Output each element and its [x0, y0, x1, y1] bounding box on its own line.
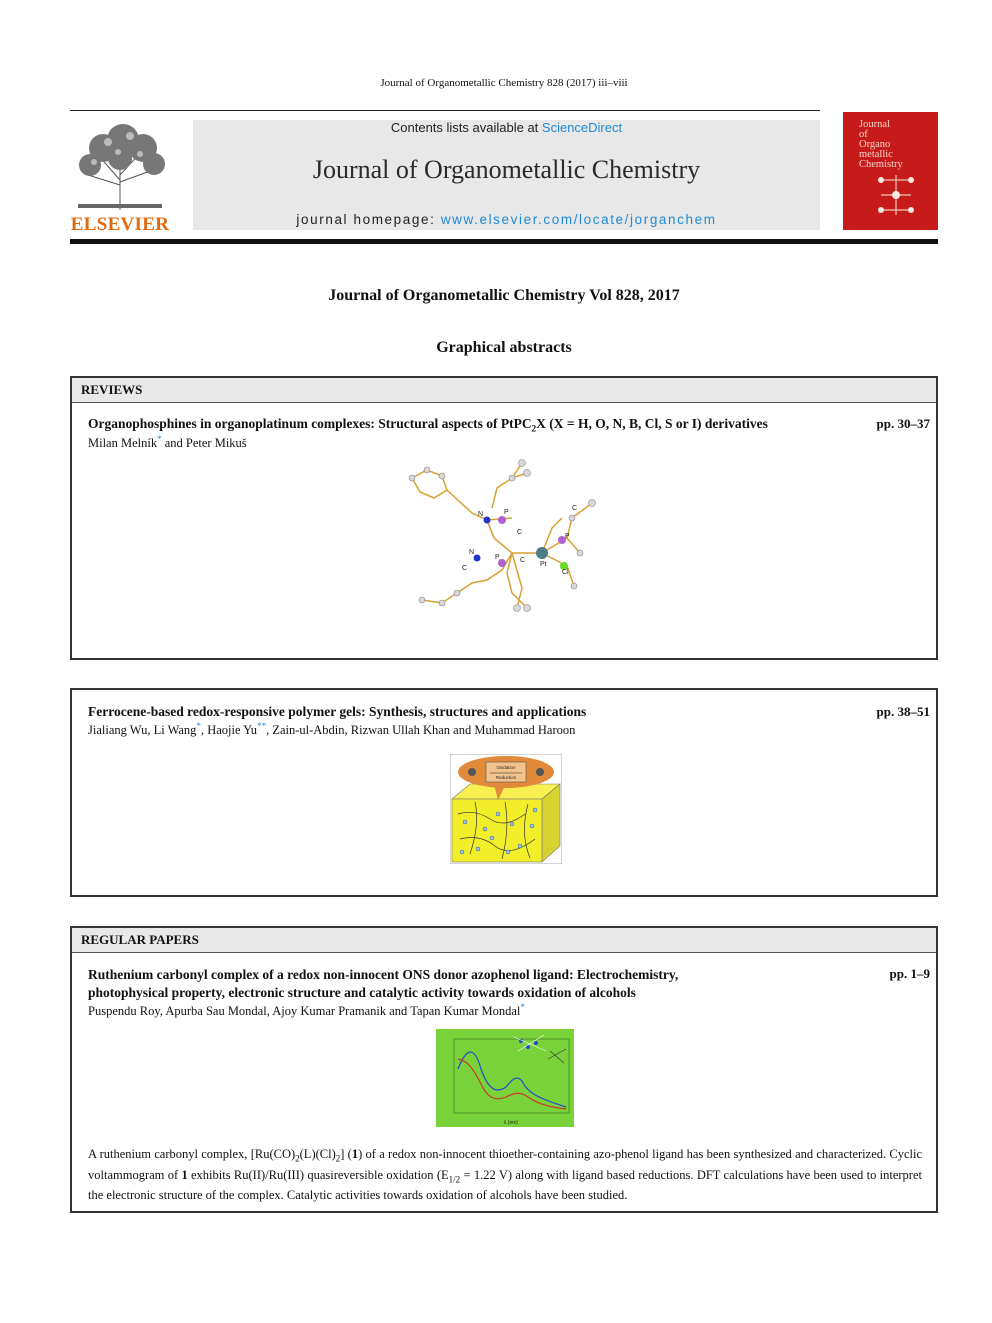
contents-prefix: Contents lists available at — [390, 120, 542, 135]
abstract-part: ) of a redox non-innocent thioether-containing azo-phenol ligand has been synthesized and characterized. Cyclic voltammogram of — [88, 1147, 923, 1182]
cover-title — [859, 120, 935, 170]
polymer-gel-figure — [450, 754, 562, 864]
compound-number: 1 — [181, 1167, 188, 1182]
author-name[interactable]: , Zain-ul-Abdin, Rizwan Ullah Khan and Muhammad Haroon — [266, 723, 576, 738]
abstract-subscript: 2 — [335, 1153, 341, 1164]
abstract-part: A ruthenium carbonyl complex, [Ru(CO) — [88, 1147, 296, 1161]
atom-label: Cl — [562, 569, 569, 576]
spectrum-x-label: λ (nm) — [503, 1120, 519, 1126]
article-pages: pp. 30–37 — [876, 416, 930, 431]
title-line: Ruthenium carbonyl complex of a redox non-innocent ONS donor azophenol ligand: Electrochemistry, — [88, 967, 679, 982]
cover-line: Chemistry — [859, 159, 903, 170]
atom-label: N — [469, 549, 475, 556]
header-thick-rule — [70, 239, 938, 244]
journal-banner — [193, 120, 820, 230]
atom-label: N — [478, 511, 484, 518]
molecular-structure-figure — [402, 458, 612, 628]
author-name[interactable]: Jialiang Wu, Li Wang — [88, 723, 197, 738]
title-part: X (X = H, O, N, B, Cl, S or I) derivatives — [536, 416, 768, 431]
cover-line: metallic — [859, 149, 893, 160]
cover-molecule-icon — [871, 170, 921, 220]
atom-label: C — [517, 529, 523, 536]
article-pages: pp. 38–51 — [876, 704, 930, 719]
atom-label: C — [520, 557, 526, 564]
title-subscript: 2 — [531, 423, 537, 434]
corresponding-author-mark[interactable]: * — [520, 1002, 525, 1012]
atom-label: P — [495, 554, 500, 561]
elsevier-logo-text: ELSEVIER — [70, 214, 170, 235]
oxidation-label: Oxidation — [496, 765, 516, 770]
volume-title: Journal of Organometallic Chemistry Vol 828, 2017 — [328, 287, 680, 304]
atom-label: P — [565, 533, 570, 540]
author-name[interactable]: , Haojie Yu — [200, 723, 258, 738]
atom-label: P — [504, 509, 509, 516]
article-pages: pp. 1–9 — [889, 966, 930, 981]
corresponding-author-mark[interactable]: ** — [257, 721, 267, 731]
section-title: Graphical abstracts — [436, 339, 572, 356]
review-article-box — [70, 688, 938, 897]
cover-line: of — [859, 129, 868, 140]
corresponding-author-mark[interactable]: * — [196, 721, 201, 731]
absorption-spectrum-figure — [436, 1029, 574, 1127]
article-authors — [88, 1002, 525, 1019]
running-head: Journal of Organometallic Chemistry 828 (2017) iii–viii — [380, 77, 628, 89]
section-heading: REVIEWS — [81, 382, 143, 397]
cover-line: Journal — [859, 119, 890, 130]
abstract-part: = 1.22 V) along with ligand based reductions. DFT calculations have been used to interpret the electronic structure of the complex. Catalytic activities towards oxidation of alcohols have been studied. — [88, 1167, 922, 1202]
atom-label: Pt — [540, 561, 547, 568]
abstract-subscript: 2 — [295, 1153, 300, 1164]
atom-label: C — [462, 565, 468, 572]
abstract-text — [88, 1146, 922, 1203]
abstract-part: ] ( — [340, 1147, 352, 1161]
homepage-line — [193, 212, 820, 227]
homepage-prefix: journal homepage: — [296, 212, 441, 227]
author-name[interactable]: Milan Melník — [88, 436, 158, 451]
author-name[interactable]: and Peter Mikuš — [161, 436, 247, 451]
article-title[interactable] — [88, 966, 828, 1002]
corresponding-author-mark[interactable]: * — [157, 434, 162, 444]
section-header — [72, 378, 936, 403]
homepage-link[interactable]: www.elsevier.com/locate/jorganchem — [440, 212, 717, 227]
section-header — [72, 928, 936, 953]
title-part: Organophosphines in organoplatinum complexes: Structural aspects of PtPC — [88, 416, 532, 431]
compound-number: 1 — [351, 1147, 359, 1161]
journal-title: Journal of Organometallic Chemistry — [312, 155, 701, 184]
article-authors — [88, 721, 575, 738]
regular-papers-box — [70, 926, 938, 1213]
section-heading: REGULAR PAPERS — [81, 932, 199, 947]
sciencedirect-link[interactable]: ScienceDirect — [541, 120, 623, 135]
abstract-subscript: 1/2 — [448, 1174, 461, 1184]
contents-line — [193, 120, 820, 135]
abstract-part: (L)(Cl) — [299, 1147, 336, 1161]
title-line: photophysical property, electronic structure and catalytic activity towards oxidation of alcohols — [88, 985, 636, 1000]
article-title[interactable]: Ferrocene-based redox-responsive polymer gels: Synthesis, structures and applications — [88, 704, 587, 719]
reviews-box — [70, 376, 938, 660]
journal-cover — [843, 112, 938, 230]
article-authors — [88, 434, 247, 451]
article-title[interactable] — [88, 416, 768, 434]
header-rule — [70, 110, 820, 111]
author-name[interactable]: Puspendu Roy, Apurba Sau Mondal, Ajoy Kumar Pramanik and Tapan Kumar Mondal — [88, 1004, 521, 1019]
cover-line: Organo — [859, 139, 891, 150]
atom-label: C — [572, 505, 578, 512]
reduction-label: Reduction — [495, 775, 517, 780]
abstract-part: exhibits Ru(II)/Ru(III) quasireversible oxidation (E — [187, 1167, 449, 1182]
